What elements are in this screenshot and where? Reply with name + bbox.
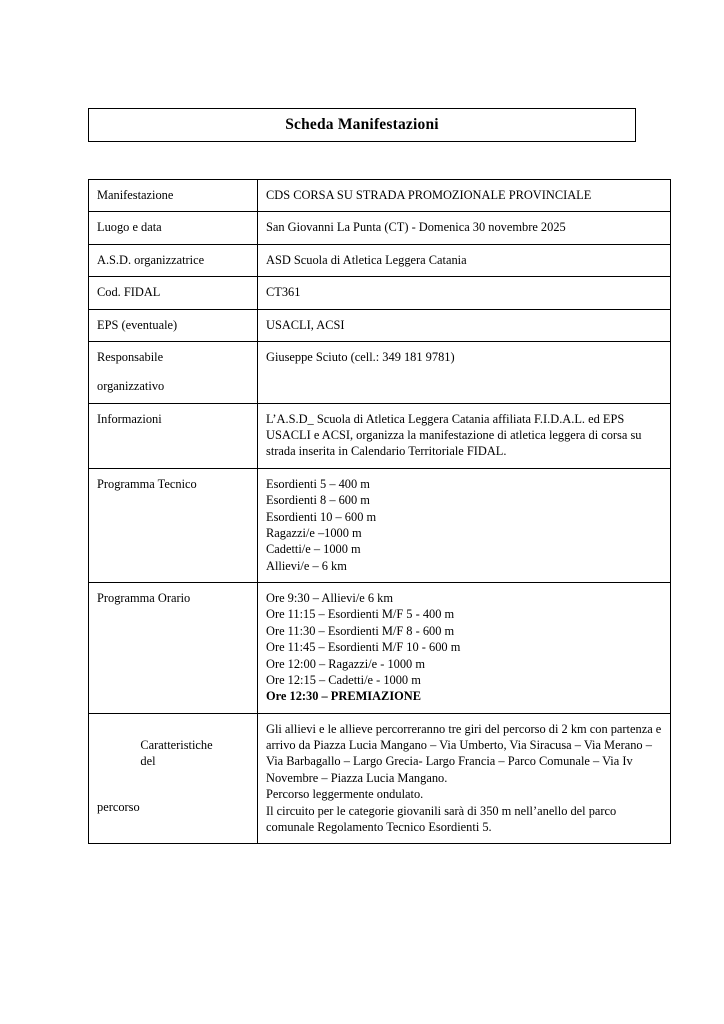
page-title: Scheda Manifestazioni [285, 116, 439, 133]
value-line: CT361 [266, 285, 301, 300]
value-line: Esordienti 5 – 400 m [266, 476, 370, 491]
row-value-programma-orario [258, 583, 671, 714]
title-table-spacer [88, 142, 636, 179]
label-text-line2: percorso [97, 800, 140, 815]
label-text: Informazioni [97, 411, 162, 426]
value-line: Esordienti 8 – 600 m [266, 493, 370, 508]
row-label-informazioni [89, 403, 258, 468]
label-text: Luogo e data [97, 220, 162, 235]
table-row [89, 468, 671, 582]
manifestazione-table [88, 179, 671, 844]
document-body [88, 108, 665, 844]
label-text: A.S.D. organizzatrice [97, 252, 205, 267]
value-line: Percorso leggermente ondulato. [266, 787, 424, 802]
value-line: Ore 12:15 – Cadetti/e - 1000 m [266, 672, 421, 687]
row-label-responsabile-organizzativo [89, 341, 258, 403]
value-line: Allievi/e – 6 km [266, 558, 347, 573]
label-text: Programma Tecnico [97, 476, 197, 491]
value-line: L’A.S.D_ Scuola di Atletica Leggera Catania affiliata F.I.D.A.L. ed EPS USACLI e ACSI, organizza la manifestazione di atletica leggera di corsa su strada inserita in Calendario Territoriale FIDAL. [266, 411, 645, 459]
row-value-responsabile-organizzativo [258, 341, 671, 403]
label-text: Programma Orario [97, 591, 191, 605]
value-line: Ore 9:30 – Allievi/e 6 km [266, 591, 393, 605]
row-value-eps [258, 309, 671, 341]
table-row [89, 212, 671, 244]
label-text: Cod. FIDAL [97, 285, 161, 300]
value-line: Gli allievi e le allieve percorreranno tre giri del percorso di 2 km con partenza e arrivo da Piazza Lucia Mangano – Via Umberto, Via Siracusa – Via Merano – Via Barbagallo – Largo Grecia- Largo Francia – Parco Comunale – Via Iv Novembre – Piazza Lucia Mangano. [266, 721, 665, 785]
row-label-eps [89, 309, 258, 341]
label-text-line1: Responsabile [97, 349, 164, 364]
table-row [89, 713, 671, 844]
table-row [89, 180, 671, 212]
label-text-line2: organizzativo [97, 379, 165, 394]
row-label-manifestazione [89, 180, 258, 212]
row-value-manifestazione [258, 180, 671, 212]
row-label-asd-organizzatrice [89, 244, 258, 276]
row-label-programma-tecnico [89, 468, 258, 582]
row-value-programma-tecnico [258, 468, 671, 582]
row-value-informazioni [258, 403, 671, 468]
value-line: Ragazzi/e –1000 m [266, 525, 362, 540]
row-value-luogo-e-data [258, 212, 671, 244]
value-line: Cadetti/e – 1000 m [266, 542, 361, 557]
value-line: Giuseppe Sciuto (cell.: 349 181 9781) [266, 349, 455, 364]
value-line: USACLI, ACSI [266, 317, 345, 332]
value-line: San Giovanni La Punta (CT) - Domenica 30 novembre 2025 [266, 220, 566, 235]
value-line: Ore 12:00 – Ragazzi/e - 1000 m [266, 656, 425, 671]
row-value-cod-fidal [258, 277, 671, 309]
value-line: CDS CORSA SU STRADA PROMOZIONALE PROVINCIALE [266, 188, 592, 202]
value-line: ASD Scuola di Atletica Leggera Catania [266, 252, 467, 267]
row-label-programma-orario [89, 583, 258, 714]
table-row [89, 309, 671, 341]
label-text: Manifestazione [97, 188, 174, 202]
table-row [89, 341, 671, 403]
label-text: EPS (eventuale) [97, 317, 178, 332]
table-row [89, 403, 671, 468]
value-line: Ore 11:45 – Esordienti M/F 10 - 600 m [266, 640, 461, 655]
table-row [89, 244, 671, 276]
value-line-premiazione: Ore 12:30 – PREMIAZIONE [266, 689, 421, 704]
label-word-del: del [140, 754, 156, 769]
table-row [89, 277, 671, 309]
row-label-luogo-e-data [89, 212, 258, 244]
value-line: Esordienti 10 – 600 m [266, 509, 377, 524]
row-value-caratteristiche-percorso [258, 713, 671, 844]
row-label-caratteristiche-percorso [89, 713, 258, 844]
value-line: Ore 11:30 – Esordienti M/F 8 - 600 m [266, 623, 455, 638]
value-line: Il circuito per le categorie giovanili sarà di 350 m nell’anello del parco comunale Regolamento Tecnico Esordienti 5. [266, 803, 620, 834]
row-label-cod-fidal [89, 277, 258, 309]
label-word-caratteristiche: Caratteristiche [140, 738, 213, 752]
label-text-line1 [97, 721, 249, 787]
document-title-box [88, 108, 636, 142]
table-row [89, 583, 671, 714]
row-value-asd-organizzatrice [258, 244, 671, 276]
value-line: Ore 11:15 – Esordienti M/F 5 - 400 m [266, 607, 455, 622]
